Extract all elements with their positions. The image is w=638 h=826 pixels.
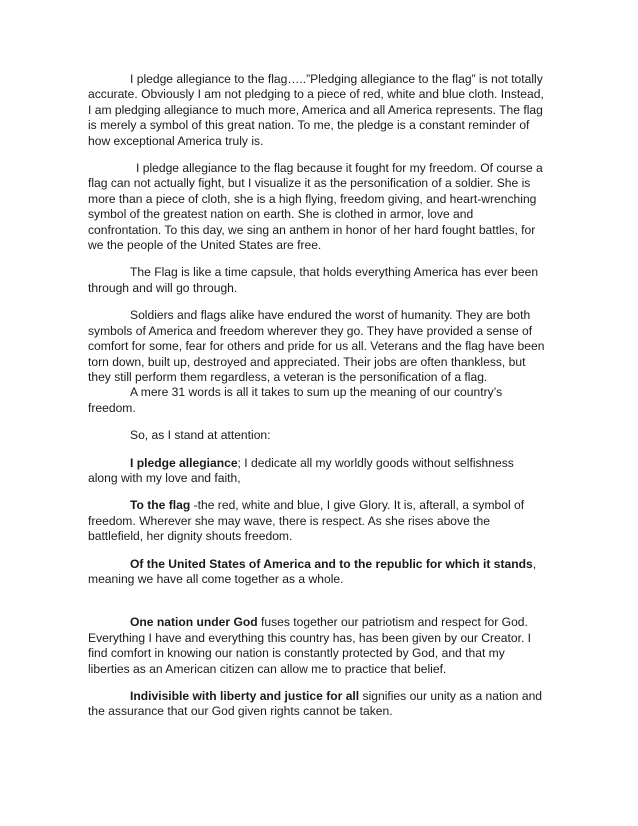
- paragraph-soldiers-and-flags: [88, 308, 545, 385]
- paragraph-indivisible: [88, 689, 545, 720]
- paragraph-text: A mere 31 words is all it takes to sum up the meaning of our country’s freedom.: [88, 385, 503, 415]
- paragraph-one-nation: [88, 615, 545, 677]
- paragraph-lead: To the flag: [130, 498, 191, 513]
- paragraph-united-states: [88, 557, 545, 588]
- paragraph-text: So, as I stand at attention:: [130, 428, 271, 443]
- paragraph-lead: Indivisible with liberty and justice for all: [130, 689, 360, 703]
- paragraph-text: fuses together our patriotism and respect for God. Everything I have and everything this country has, has been given by our Creator. I find comfort in knowing our nation is constantly protected by God, and that my liberties as an American citizen can allow me to practice that belief.: [88, 615, 532, 676]
- paragraph-fought-for-freedom: [88, 161, 545, 253]
- paragraph-intro: [88, 72, 545, 149]
- paragraph-stand-at-attention: [88, 428, 545, 443]
- paragraph-text: The Flag is like a time capsule, that holds everything America has ever been through and will go through.: [88, 265, 539, 295]
- paragraph-text: ; I dedicate all my worldly goods without selfishness along with my love and faith,: [88, 455, 514, 485]
- paragraph-pledge-allegiance: [88, 456, 545, 487]
- paragraph-lead: I pledge allegiance: [130, 455, 238, 470]
- paragraph-text: I pledge allegiance to the flag…..”Pledging allegiance to the flag” is not totally accurate. Obviously I am not pledging to a piece of red, white and blue cloth. Instead, I am pledging allegiance to much more, America and all America represents. The flag is merely a symbol of this great nation. To me, the pledge is a constant reminder of how exceptional America truly is.: [88, 72, 544, 148]
- paragraph-text: I pledge allegiance to the flag because it fought for my freedom. Of course a flag can not actually fight, but I visualize it as the personification of a soldier. She is more than a piece of cloth, she is a high flying, freedom giving, and heart-wrenching symbol of the greatest nation on earth. She is clothed in armor, love and confrontation. To this day, we sing an anthem in honor of her hard fought battles, for we the people of the United States are free.: [88, 161, 543, 253]
- paragraph-lead: Of the United States of America and to the republic for which it stands: [130, 556, 533, 571]
- paragraph-31-words: [88, 385, 545, 416]
- paragraph-text: -the red, white and blue, I give Glory. It is, afterall, a symbol of freedom. Wherever she may wave, there is respect. As she rises above the battlefield, her dignity shouts freedom.: [88, 498, 525, 544]
- paragraph-text: signifies our unity as a nation and the assurance that our God given rights cannot be taken.: [88, 689, 543, 719]
- paragraph-lead: One nation under God: [130, 615, 258, 630]
- paragraph-text: , meaning we have all come together as a whole.: [88, 556, 537, 586]
- paragraph-text: Soldiers and flags alike have endured the worst of humanity. They are both symbols of America and freedom wherever they go. They have provided a sense of comfort for some, fear for others and pride for us all. Veterans and the flag have been torn down, built up, destroyed and appreciated. Their jobs are often thankless, but they still perform them regardless, a veteran is the personification of a flag.: [88, 308, 545, 384]
- paragraph-time-capsule: [88, 265, 545, 296]
- paragraph-to-the-flag: [88, 498, 545, 544]
